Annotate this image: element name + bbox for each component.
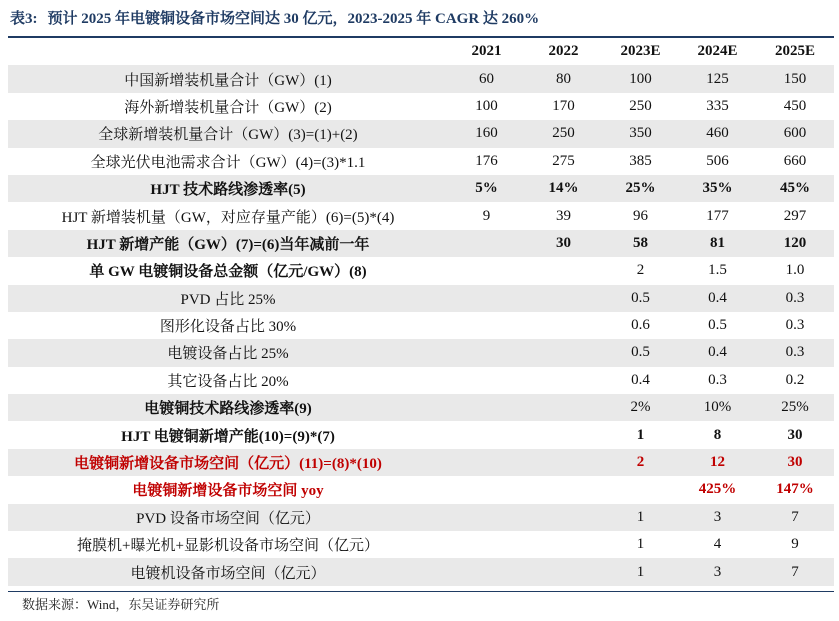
value-cell: 10% [679,394,756,421]
row-label: 图形化设备占比 30% [8,312,448,339]
table-row [8,476,834,503]
value-cell: 160 [448,120,525,147]
value-cell [525,558,602,585]
value-cell [602,476,679,503]
table-title [10,6,830,32]
value-cell: 350 [602,120,679,147]
value-cell: 30 [756,421,834,448]
value-cell: 250 [525,120,602,147]
value-cell: 150 [756,65,834,92]
value-cell: 177 [679,202,756,229]
value-cell: 0.4 [679,339,756,366]
value-cell: 25% [756,394,834,421]
table-row [8,285,834,312]
row-label: 海外新增装机量合计（GW）(2) [8,93,448,120]
row-label: PVD 设备市场空间（亿元） [8,504,448,531]
table-row [8,148,834,175]
row-label: 中国新增装机量合计（GW）(1) [8,65,448,92]
table-row [8,257,834,284]
value-cell: 4 [679,531,756,558]
table-body [8,65,834,585]
value-cell: 9 [448,202,525,229]
value-cell: 2% [602,394,679,421]
value-cell [525,367,602,394]
value-cell: 600 [756,120,834,147]
value-cell: 1.0 [756,257,834,284]
value-cell: 506 [679,148,756,175]
value-cell [448,476,525,503]
row-label: 电镀铜新增设备市场空间 yoy [8,476,448,503]
value-cell [525,285,602,312]
value-cell: 81 [679,230,756,257]
column-header: 2023E [602,38,679,65]
value-cell: 60 [448,65,525,92]
column-header: 2021 [448,38,525,65]
value-cell: 125 [679,65,756,92]
value-cell [448,285,525,312]
bottom-rule [8,591,834,592]
value-cell: 2 [602,449,679,476]
value-cell: 1.5 [679,257,756,284]
table-row [8,558,834,585]
value-cell [448,449,525,476]
value-cell [448,504,525,531]
value-cell: 14% [525,175,602,202]
table-row [8,93,834,120]
value-cell [525,339,602,366]
value-cell: 450 [756,93,834,120]
value-cell: 39 [525,202,602,229]
value-cell: 425% [679,476,756,503]
row-label: 电镀设备占比 25% [8,339,448,366]
table-row [8,120,834,147]
value-cell: 100 [602,65,679,92]
row-label: HJT 新增产能（GW）(7)=(6)当年减前一年 [8,230,448,257]
value-cell: 0.2 [756,367,834,394]
row-label: 电镀机设备市场空间（亿元） [8,558,448,585]
value-cell: 8 [679,421,756,448]
column-header: 2025E [756,38,834,65]
value-cell: 0.5 [602,285,679,312]
table-row [8,531,834,558]
value-cell: 297 [756,202,834,229]
row-label: 全球新增装机量合计（GW）(3)=(1)+(2) [8,120,448,147]
value-cell: 0.3 [756,339,834,366]
value-cell: 58 [602,230,679,257]
table-row [8,339,834,366]
value-cell: 100 [448,93,525,120]
column-header: 2022 [525,38,602,65]
header-label-cell [8,38,448,65]
table-row [8,421,834,448]
value-cell: 1 [602,531,679,558]
value-cell: 275 [525,148,602,175]
row-label: 掩膜机+曝光机+显影机设备市场空间（亿元） [8,531,448,558]
value-cell: 96 [602,202,679,229]
value-cell [448,421,525,448]
value-cell: 0.5 [679,312,756,339]
row-label: HJT 技术路线渗透率(5) [8,175,448,202]
value-cell: 0.6 [602,312,679,339]
value-cell: 5% [448,175,525,202]
value-cell [525,394,602,421]
value-cell [525,449,602,476]
value-cell: 12 [679,449,756,476]
row-label: HJT 电镀铜新增产能(10)=(9)*(7) [8,421,448,448]
value-cell [448,312,525,339]
row-label: HJT 新增装机量（GW，对应存量产能）(6)=(5)*(4) [8,202,448,229]
value-cell [448,394,525,421]
table-number: 表3: [10,11,38,27]
value-cell: 0.3 [679,367,756,394]
value-cell: 385 [602,148,679,175]
value-cell [525,257,602,284]
value-cell: 0.3 [756,312,834,339]
value-cell [525,531,602,558]
value-cell: 30 [525,230,602,257]
value-cell: 7 [756,558,834,585]
table-row [8,230,834,257]
value-cell [448,257,525,284]
value-cell: 2 [602,257,679,284]
table-row [8,65,834,92]
row-label: PVD 占比 25% [8,285,448,312]
value-cell [448,558,525,585]
table-row [8,367,834,394]
value-cell: 176 [448,148,525,175]
value-cell: 35% [679,175,756,202]
value-cell: 80 [525,65,602,92]
value-cell: 660 [756,148,834,175]
row-label: 电镀铜技术路线渗透率(9) [8,394,448,421]
value-cell: 335 [679,93,756,120]
value-cell [525,421,602,448]
row-label: 其它设备占比 20% [8,367,448,394]
table-row [8,202,834,229]
value-cell: 30 [756,449,834,476]
value-cell [448,230,525,257]
value-cell: 120 [756,230,834,257]
value-cell [525,504,602,531]
value-cell: 147% [756,476,834,503]
source-note: 数据来源：Wind，东吴证券研究所 [22,597,220,612]
header-row [8,38,834,65]
row-label: 电镀铜新增设备市场空间（亿元）(11)=(8)*(10) [8,449,448,476]
value-cell: 0.3 [756,285,834,312]
row-label: 单 GW 电镀铜设备总金额（亿元/GW）(8) [8,257,448,284]
value-cell: 3 [679,504,756,531]
data-table [8,38,834,586]
value-cell: 25% [602,175,679,202]
value-cell: 250 [602,93,679,120]
value-cell: 1 [602,504,679,531]
table-row [8,394,834,421]
value-cell: 170 [525,93,602,120]
value-cell [448,367,525,394]
table-row [8,175,834,202]
column-header: 2024E [679,38,756,65]
value-cell [525,476,602,503]
row-label: 全球光伏电池需求合计（GW）(4)=(3)*1.1 [8,148,448,175]
value-cell: 45% [756,175,834,202]
table-row [8,312,834,339]
value-cell: 1 [602,558,679,585]
value-cell: 0.4 [679,285,756,312]
value-cell [448,339,525,366]
value-cell [448,531,525,558]
table-title-text: 预计 2025 年电镀铜设备市场空间达 30 亿元，2023-2025 年 CAGR 达 260% [47,11,540,27]
value-cell: 0.4 [602,367,679,394]
table-row [8,504,834,531]
value-cell: 0.5 [602,339,679,366]
value-cell [525,312,602,339]
value-cell: 9 [756,531,834,558]
value-cell: 3 [679,558,756,585]
value-cell: 460 [679,120,756,147]
table-row [8,449,834,476]
value-cell: 7 [756,504,834,531]
value-cell: 1 [602,421,679,448]
